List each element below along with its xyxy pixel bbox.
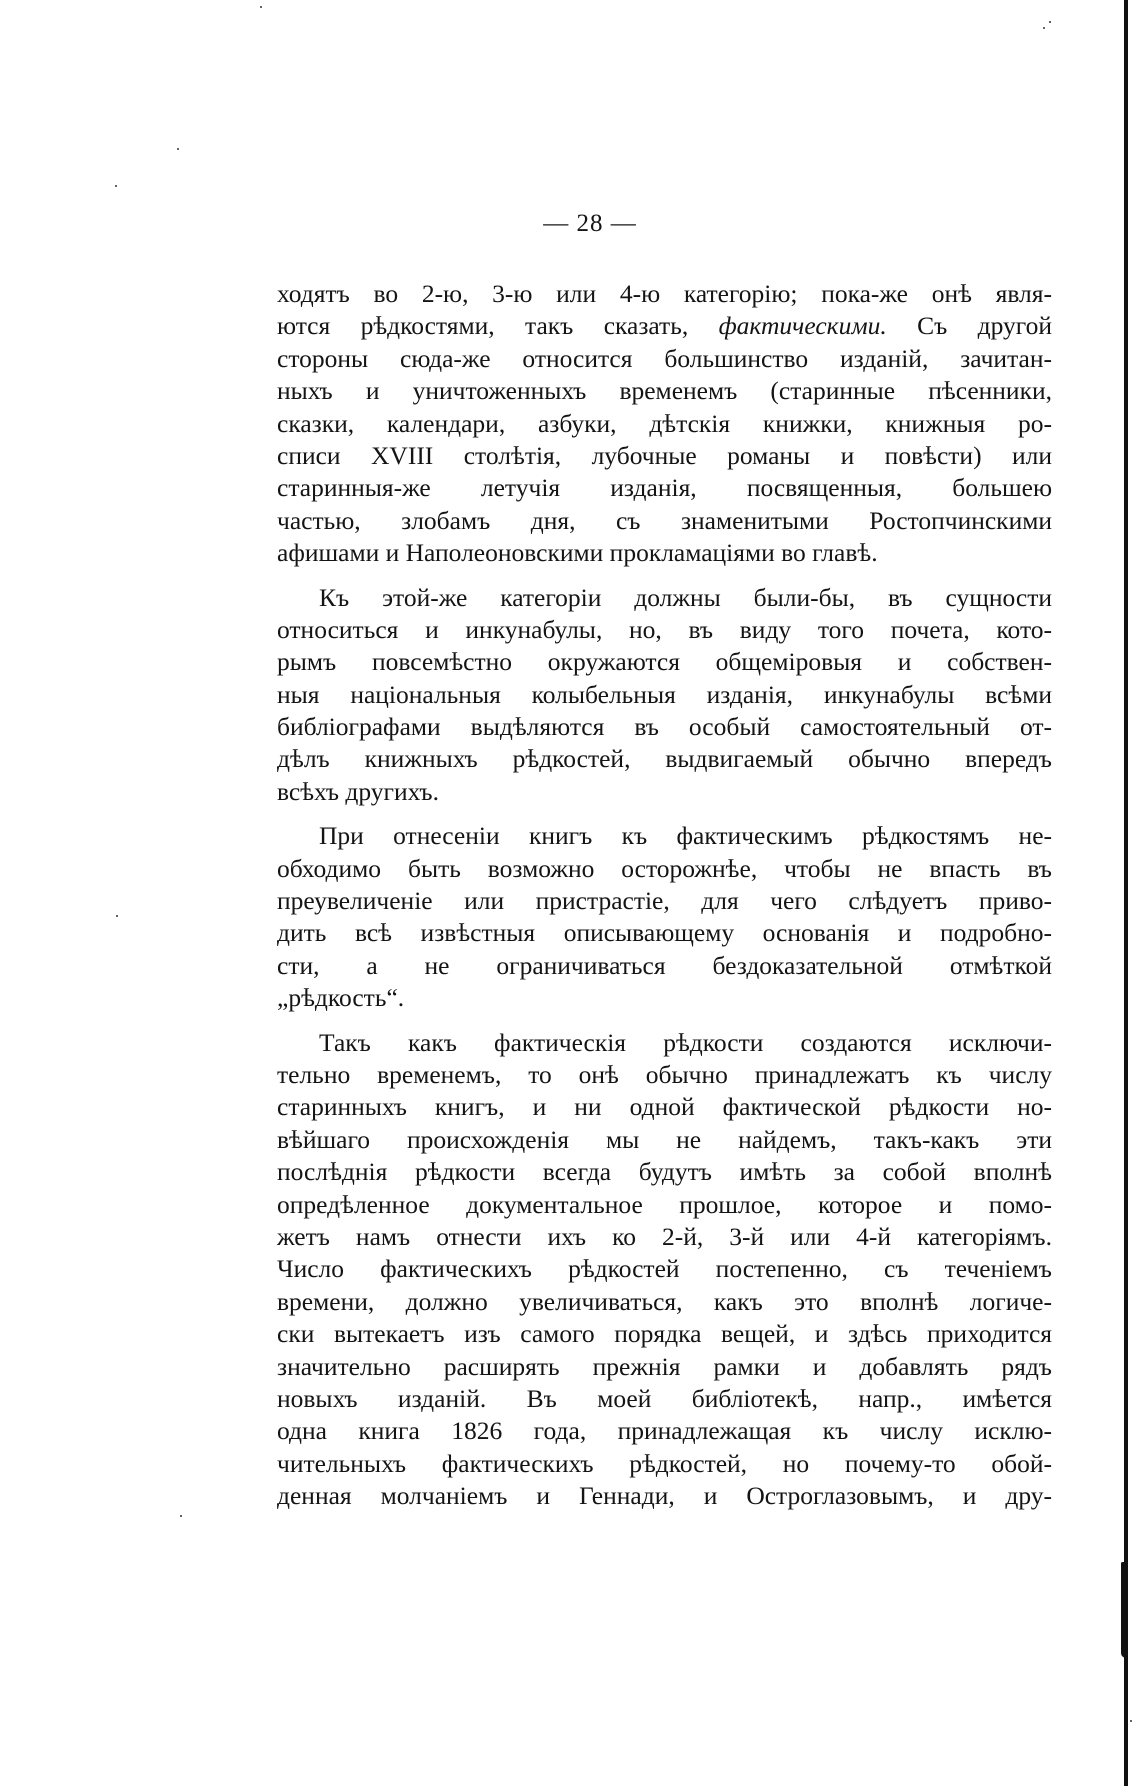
text-line: ныхъ и уничтоженныхъ временемъ (старинные пѣсенники, bbox=[277, 376, 1052, 406]
text-line: ски вытекаетъ изъ самого порядка вещей, и здѣсь приходится bbox=[277, 1319, 1052, 1349]
text-line: обходимо быть возможно осторожнѣе, чтобы не впасть въ bbox=[277, 853, 1052, 883]
text-line: „рѣдкость“. bbox=[277, 983, 405, 1013]
text-line: значительно расширять прежнія рамки и добавлять рядъ bbox=[277, 1351, 1052, 1381]
scan-speck bbox=[260, 6, 262, 8]
text-line: рымъ повсемѣстно окружаются общеміровыя и собствен- bbox=[277, 647, 1052, 677]
text-line: времени, должно увеличиваться, какъ это вполнѣ логиче- bbox=[277, 1286, 1052, 1316]
body-text bbox=[277, 278, 1052, 1512]
text-line: денная молчаніемъ и Геннади, и Остроглазовымъ, и дру- bbox=[277, 1481, 1052, 1511]
text-line: тельно временемъ, то онѣ обычно принадлежатъ къ числу bbox=[277, 1059, 1052, 1089]
scan-speck bbox=[116, 915, 118, 917]
scan-speck bbox=[180, 1515, 182, 1517]
text-line: одна книга 1826 года, принадлежащая къ числу исклю- bbox=[277, 1416, 1052, 1446]
text-line: ходятъ во 2-ю, 3-ю или 4-ю категорію; пока-же онѣ явля- bbox=[277, 279, 1052, 308]
text-line: сти, а не ограничиваться бездоказательной отмѣткой bbox=[277, 950, 1052, 980]
text-line: старинныя-же летучія изданія, посвященныя, большею bbox=[277, 473, 1052, 503]
text-line: списи XVIII столѣтія, лубочные романы и повѣсти) или bbox=[277, 440, 1052, 470]
text-line: Такъ какъ фактическія рѣдкости создаются исключи- bbox=[319, 1027, 1052, 1057]
text-line: ныя національныя колыбельныя изданія, инкунабулы всѣми bbox=[277, 679, 1052, 709]
text-line: стороны сюда-же относится большинство изданій, зачитан- bbox=[277, 343, 1052, 373]
scan-speck bbox=[1043, 27, 1045, 29]
text-line: опредѣленное документальное прошлое, которое и помо- bbox=[277, 1189, 1052, 1219]
text-line: частью, злобамъ дня, съ знаменитыми Ростопчинскими bbox=[277, 505, 1052, 535]
paragraph bbox=[277, 278, 1052, 570]
text-line: вѣйшаго происхожденія мы не найдемъ, такъ-какъ эти bbox=[277, 1124, 1052, 1154]
text-line: афишами и Наполеоновскими прокламаціями во главѣ. bbox=[277, 538, 878, 568]
text-line: дить всѣ извѣстныя описывающему основанія и подробно- bbox=[277, 918, 1052, 948]
emphasized-word: фактическими. bbox=[718, 311, 887, 341]
text-line: Къ этой-же категоріи должны были-бы, въ сущности bbox=[319, 582, 1052, 612]
scan-edge-bar bbox=[1124, 0, 1128, 1786]
text-line: новыхъ изданій. Въ моей библіотекѣ, напр., имѣется bbox=[277, 1383, 1052, 1413]
scan-speck bbox=[1130, 1720, 1132, 1722]
text-line: Число фактическихъ рѣдкостей постепенно, съ теченіемъ bbox=[277, 1254, 1052, 1284]
scan-speck bbox=[177, 148, 179, 150]
paragraph bbox=[277, 582, 1052, 809]
text-line: чительныхъ фактическихъ рѣдкостей, но почему-то обой- bbox=[277, 1448, 1052, 1478]
text-line: преувеличеніе или пристрастіе, для чего слѣдуетъ приво- bbox=[277, 886, 1052, 916]
text-line: При отнесеніи книгъ къ фактическимъ рѣдкостямъ не- bbox=[319, 821, 1052, 851]
scan-speck bbox=[115, 185, 117, 187]
text-line: всѣхъ другихъ. bbox=[277, 776, 439, 806]
text-line: старинныхъ книгъ, и ни одной фактической рѣдкости но- bbox=[277, 1092, 1052, 1122]
text-line: послѣднія рѣдкости всегда будутъ имѣть за собой вполнѣ bbox=[277, 1157, 1052, 1187]
text-line: жетъ намъ отнести ихъ ко 2-й, 3-й или 4-й категоріямъ. bbox=[277, 1221, 1052, 1251]
text-line: библіографами выдѣляются въ особый самостоятельный от- bbox=[277, 712, 1052, 742]
text-line: относиться и инкунабулы, но, въ виду того почета, кото- bbox=[277, 614, 1052, 644]
page-number: — 28 — bbox=[543, 210, 637, 237]
scan-edge-blot bbox=[1121, 1562, 1126, 1658]
paragraph bbox=[277, 820, 1052, 1014]
scan-speck bbox=[1049, 21, 1051, 23]
text-line: сказки, календари, азбуки, дѣтскія книжки, книжныя ро- bbox=[277, 408, 1052, 438]
text-line: дѣлъ книжныхъ рѣдкостей, выдвигаемый обычно впередъ bbox=[277, 744, 1052, 774]
paragraph bbox=[277, 1027, 1052, 1513]
text-line: ются рѣдкостями, такъ сказать, фактическими. Съ другой bbox=[277, 311, 1052, 341]
